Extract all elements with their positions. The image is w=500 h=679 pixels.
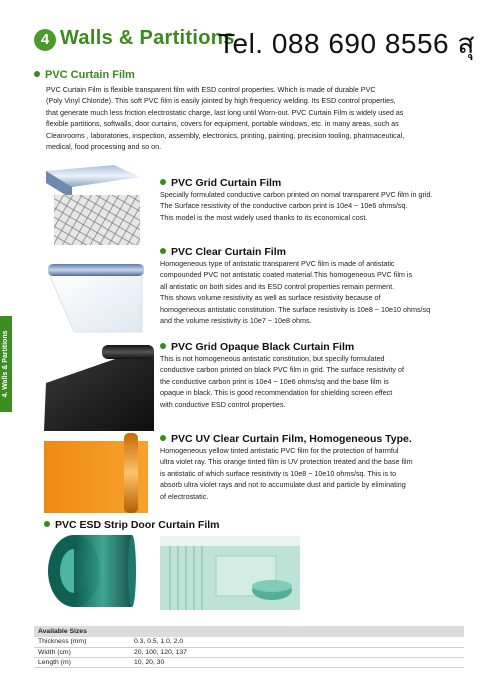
grid-film-title: PVC Grid Curtain Film bbox=[171, 177, 282, 189]
text-line: This is not homogeneous antistatic constitution, but specilly formulated bbox=[160, 354, 385, 363]
text-line: homogeneous antistatic constitution. The surface resistivity is 10e8 ~ 10e10 ohms/sq bbox=[160, 304, 431, 314]
uv-film-title: PVC UV Clear Curtain Film, Homogeneous Type. bbox=[171, 433, 412, 445]
intro-paragraph bbox=[46, 84, 476, 152]
bullet-icon bbox=[44, 521, 50, 527]
clear-film-description bbox=[160, 258, 490, 326]
table-header-row bbox=[34, 626, 464, 637]
bullet-icon bbox=[160, 435, 166, 441]
text-line: ultra violet ray. This orange tinted film is UV protection treated and the base film bbox=[160, 457, 413, 467]
text-line: all antistatic on both sides and its ESD control properties remain perment. bbox=[160, 281, 395, 291]
black-film-description bbox=[160, 353, 490, 410]
text-line: PVC Curtain Film is flexible transparent film with ESD control properties. Which is made of durable PVC bbox=[46, 85, 376, 94]
page-header bbox=[34, 22, 500, 58]
text-line: opaque in black. This is good recommendation for shielding screen effect bbox=[160, 388, 393, 398]
grid-film-photo bbox=[44, 165, 146, 247]
clear-film-heading bbox=[160, 246, 286, 258]
text-line: and the volume resistivity is 10e7 ~ 10e8 ohms. bbox=[160, 316, 312, 326]
text-line: This shows volume resistivity as well as surface resistivity because of bbox=[160, 293, 381, 303]
size-value: 20, 100, 120, 137 bbox=[130, 647, 464, 657]
text-line: of electrostatic. bbox=[160, 491, 209, 501]
uv-film-description bbox=[160, 445, 490, 502]
text-line: medical, food processing and so on. bbox=[46, 142, 162, 152]
bullet-icon bbox=[160, 248, 166, 254]
text-line: absorb ultra violet rays and not to accumulate dust and particle by eliminating bbox=[160, 480, 406, 490]
strip-door-heading bbox=[44, 519, 220, 531]
text-line: with conductive ESD control properties. bbox=[160, 399, 286, 409]
bullet-icon bbox=[160, 343, 166, 349]
text-line: is antistatic of which surface resistivity is 10e8 ~ 10e10 ohms/sq. This is to bbox=[160, 468, 397, 478]
text-line: This model is the most widely used thanks to its economical cost. bbox=[160, 212, 368, 222]
bullet-icon bbox=[160, 179, 166, 185]
available-sizes-table bbox=[34, 626, 464, 668]
grid-film-description bbox=[160, 189, 490, 223]
size-label: Length (m) bbox=[34, 657, 130, 667]
text-line: conductive carbon printed on black PVC film in grid. The surface resistivity of bbox=[160, 365, 404, 375]
grid-film-heading bbox=[160, 177, 281, 189]
size-label: Width (cm) bbox=[34, 647, 130, 657]
section-title: Walls & Partitions bbox=[60, 27, 235, 49]
text-line: (Poly Vinyl Chloride). This soft PVC film is easily jointed by high frequency welding. Its ESD control properties, bbox=[46, 96, 396, 106]
text-line: Homogeneous yellow tinted antistatic PVC film for the protection of harmful bbox=[160, 446, 399, 455]
clear-film-photo bbox=[44, 258, 146, 334]
text-line: Homogeneous type of antistatic transparent PVC film is made of antistatic bbox=[160, 259, 395, 268]
strip-door-installation-photo bbox=[160, 536, 300, 610]
text-line: flexible partitions, softwalls, door curtains, covers for equipment, portable windows, etc. in many areas, such as bbox=[46, 119, 399, 129]
text-line: The Surface resistivity of the conductive carbon print is 10e4 ~ 10e6 ohms/sq. bbox=[160, 201, 408, 211]
text-line: that generate much less friction electrostatic charge, last long until Worn-out. PVC Curtain Film is widely used as bbox=[46, 107, 404, 117]
available-sizes-heading: Available Sizes bbox=[34, 626, 464, 637]
black-film-heading bbox=[160, 341, 354, 353]
table-row bbox=[34, 657, 464, 667]
black-film-photo bbox=[44, 343, 154, 431]
intro-heading bbox=[34, 69, 135, 81]
side-section-label: 4. Walls & Partitions bbox=[2, 330, 9, 398]
text-line: Specially formulated conductive carbon printed on nomal transparent PVC film in grid. bbox=[160, 190, 433, 199]
black-film-title: PVC Grid Opaque Black Curtain Film bbox=[171, 341, 355, 353]
text-line: Cleanrooms , laboratories, inspection, assembly, electronics, printing, painting, precision tooling, pharmaceutical, bbox=[46, 130, 405, 140]
size-value: 10, 20, 30 bbox=[130, 657, 464, 667]
section-number-badge: 4 bbox=[34, 29, 56, 51]
bullet-icon bbox=[34, 71, 40, 77]
size-value: 0.3, 0.5, 1.0, 2.0 bbox=[130, 637, 464, 647]
strip-door-title: PVC ESD Strip Door Curtain Film bbox=[55, 519, 220, 531]
text-line: compounded PVC not antistatic coated material.This homogeneous PVC film is bbox=[160, 270, 413, 280]
table-row bbox=[34, 647, 464, 657]
telephone-number: Tel. 088 690 8556 สุ bbox=[218, 28, 476, 59]
intro-title: PVC Curtain Film bbox=[45, 69, 135, 81]
size-label: Thickness (mm) bbox=[34, 637, 130, 647]
table-row bbox=[34, 637, 464, 647]
strip-roll-photo bbox=[46, 533, 136, 609]
clear-film-title: PVC Clear Curtain Film bbox=[171, 246, 286, 258]
uv-film-photo bbox=[44, 433, 148, 513]
uv-film-heading bbox=[160, 433, 412, 445]
text-line: the conductive carbon print is 10e4 ~ 10e6 ohms/sq and the base film is bbox=[160, 376, 389, 386]
